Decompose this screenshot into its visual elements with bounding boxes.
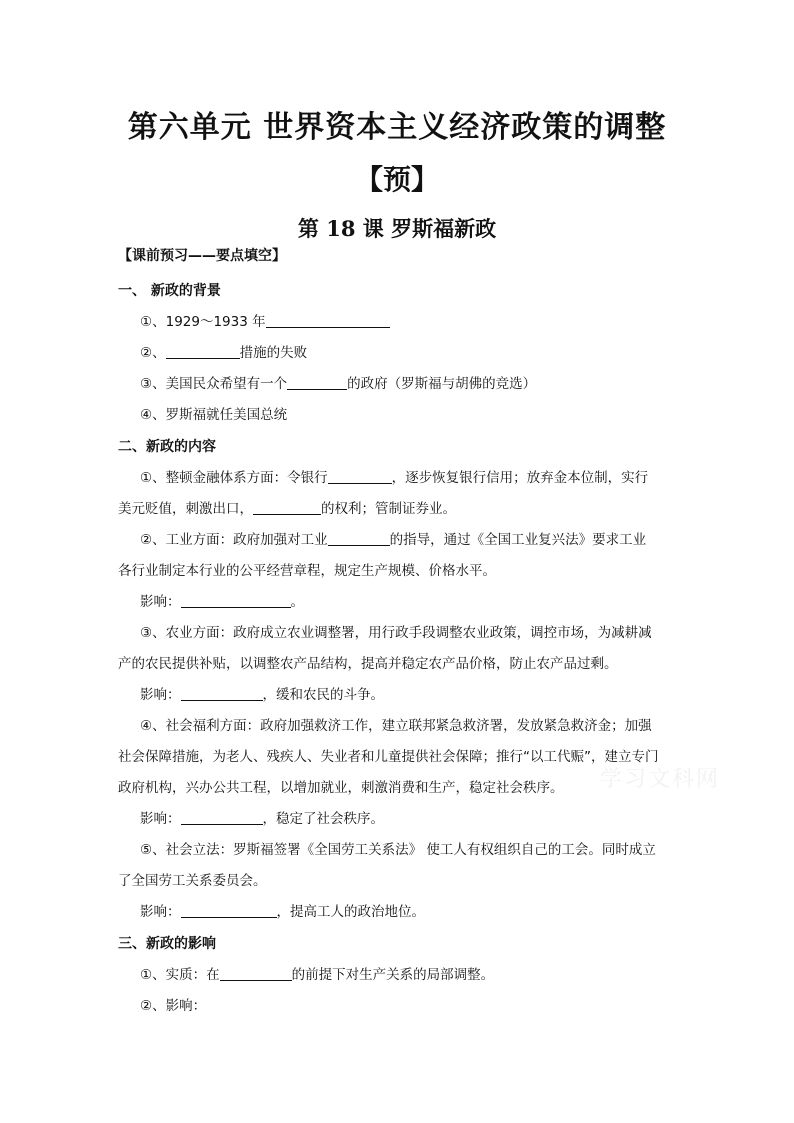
list-item: ①、1929～1933 年: [140, 312, 390, 332]
preview-subtitle: 【预】: [354, 163, 439, 196]
impact-line: 影响： ，缓和农民的斗争。: [140, 687, 384, 703]
impact-line: 影响： 。: [140, 594, 304, 610]
paragraph-welfare-cont: 社会保障措施，为老人、残疾人、失业者和儿童提供社会保障；推行“以工代赈”，建立专门: [118, 749, 659, 765]
list-item: ②、影响：: [140, 998, 207, 1014]
list-item: ④、罗斯福就任美国总统: [140, 407, 288, 423]
fill-blank[interactable]: [266, 313, 390, 328]
paragraph-agriculture: ③、农业方面：政府成立农业调整署，用行政手段调整农业政策，调控市场，为减耕减: [140, 625, 652, 641]
paragraph-finance: ①、整顿金融体系方面：令银行 ，逐步恢复银行信用；放弃金本位制，实行: [140, 470, 649, 486]
watermark: 学习文科网: [600, 767, 721, 792]
paragraph-industry-cont: 各行业制定本行业的公平经营章程，规定生产规模、价格水平。: [118, 563, 496, 579]
unit-title: 第六单元 世界资本主义经济政策的调整: [127, 110, 667, 145]
list-item: ①、实质：在 的前提下对生产关系的局部调整。: [140, 967, 495, 983]
fill-blank[interactable]: [181, 903, 277, 918]
list-item: ③、美国民众希望有一个 的政府（罗斯福与胡佛的竞选）: [140, 376, 537, 392]
fill-blank[interactable]: [328, 469, 392, 484]
fill-blank[interactable]: [166, 344, 240, 359]
paragraph-industry: ②、工业方面：政府加强对工业 的指导，通过《全国工业复兴法》要求工业: [140, 532, 647, 548]
list-item: ②、 措施的失败: [140, 345, 308, 361]
section-1-heading: 一、 新政的背景: [118, 283, 221, 299]
fill-blank[interactable]: [328, 531, 390, 546]
fill-blank[interactable]: [287, 375, 347, 390]
fill-blank[interactable]: [181, 593, 291, 608]
impact-line: 影响： ，稳定了社会秩序。: [140, 811, 384, 827]
paragraph-legislation-cont: 了全国劳工关系委员会。: [118, 873, 267, 889]
paragraph-legislation: ⑤、社会立法：罗斯福签署《全国劳工关系法》 使工人有权组织自己的工会。同时成立: [140, 842, 656, 858]
paragraph-agriculture-cont: 产的农民提供补贴，以调整农产品结构，提高并稳定农产品价格，防止农产品过剩。: [118, 656, 618, 672]
paragraph-welfare-cont: 政府机构，兴办公共工程，以增加就业，刺激消费和生产，稳定社会秩序。: [118, 780, 564, 796]
fill-blank[interactable]: [220, 966, 292, 981]
section-3-heading: 三、新政的影响: [118, 936, 216, 952]
fill-blank[interactable]: [181, 686, 263, 701]
impact-line: 影响： ，提高工人的政治地位。: [140, 904, 425, 920]
fill-blank[interactable]: [181, 810, 263, 825]
lesson-title: 第 18 课 罗斯福新政: [297, 216, 497, 241]
preview-header: 【课前预习——要点填空】: [118, 248, 286, 264]
section-2-heading: 二、新政的内容: [118, 439, 216, 455]
paragraph-finance-cont: 美元贬值，刺激出口， 的权利；管制证券业。: [118, 501, 456, 517]
paragraph-welfare: ④、社会福利方面：政府加强救济工作，建立联邦紧急救济署，发放紧急救济金；加强: [140, 718, 652, 734]
fill-blank[interactable]: [253, 500, 321, 515]
